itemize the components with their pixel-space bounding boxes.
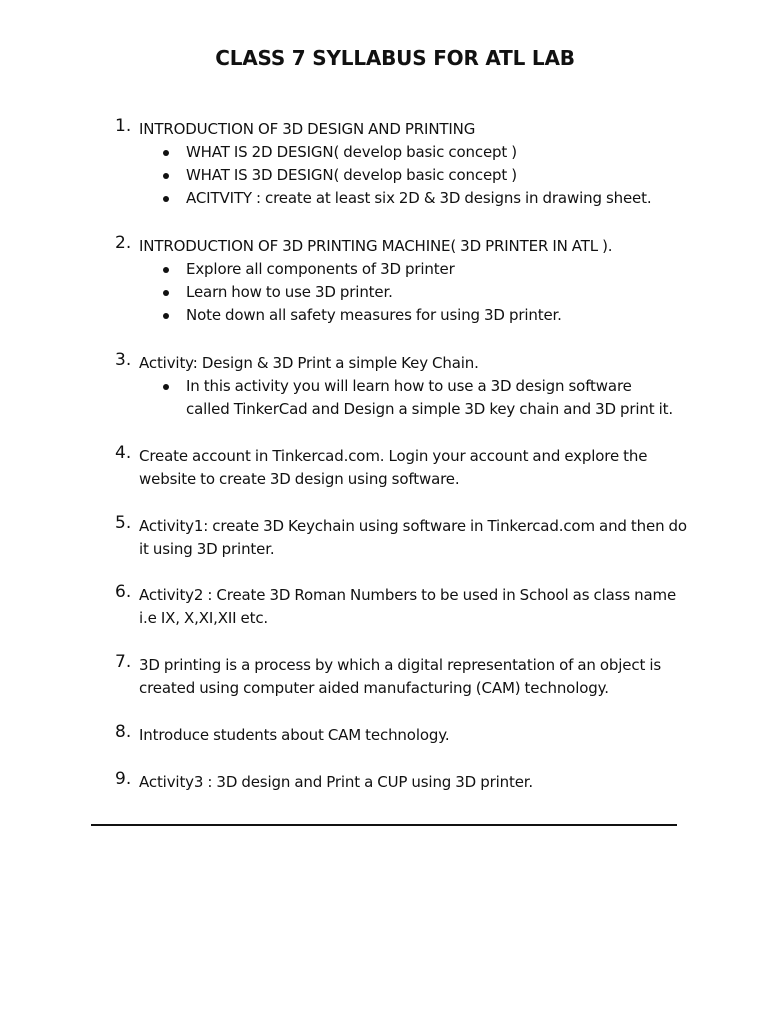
item-text: INTRODUCTION OF 3D PRINTING MACHINE( 3D PRINTER IN ATL ).: [139, 237, 613, 255]
bullet-text: WHAT IS 3D DESIGN( develop basic concept ): [186, 166, 517, 184]
syllabus-item-3: [112, 352, 692, 421]
item-text: Activity: Design & 3D Print a simple Key Chain.: [139, 354, 479, 372]
bullet-dot-icon: [163, 150, 169, 156]
bullet-dot-icon: [163, 384, 169, 390]
item-text: Activity1: create 3D Keychain using software in Tinkercad.com and then do it using 3D printer.: [139, 517, 687, 558]
bullet-dot-icon: [163, 313, 169, 319]
item-text: Activity2 : Create 3D Roman Numbers to be used in School as class name i.e IX, X,XI,XII etc.: [139, 586, 677, 627]
item-number: 1.: [115, 116, 132, 136]
bullet-text: ACITVITY : create at least six 2D & 3D designs in drawing sheet.: [186, 189, 652, 207]
syllabus-item-7: [112, 654, 692, 700]
bullet-item: [112, 281, 692, 304]
bullet-list: [112, 258, 692, 327]
bullet-item: [112, 304, 692, 327]
bullet-text: WHAT IS 2D DESIGN( develop basic concept ): [186, 143, 517, 161]
bullet-text: In this activity you will learn how to use a 3D design software called TinkerCad and Design a simple 3D key chain and 3D print it.: [186, 377, 674, 418]
item-text: Introduce students about CAM technology.: [139, 726, 450, 744]
item-text: Activity3 : 3D design and Print a CUP using 3D printer.: [139, 773, 534, 791]
bullet-text: Note down all safety measures for using 3D printer.: [186, 306, 562, 324]
syllabus-item-8: [112, 724, 692, 747]
item-number: 2.: [115, 233, 132, 253]
syllabus-item-4: [112, 445, 692, 491]
item-text: 3D printing is a process by which a digital representation of an object is created using computer aided manufacturing (CAM) technology.: [139, 656, 662, 697]
syllabus-item-1: [112, 118, 692, 210]
syllabus-item-9: [112, 771, 692, 794]
bullet-item: [112, 164, 692, 187]
horizontal-rule: [91, 824, 677, 826]
bullet-text: Learn how to use 3D printer.: [186, 283, 393, 301]
item-number: 4.: [115, 443, 132, 463]
bullet-dot-icon: [163, 290, 169, 296]
bullet-list: [112, 141, 692, 210]
item-text: INTRODUCTION OF 3D DESIGN AND PRINTING: [139, 120, 476, 138]
item-number: 9.: [115, 769, 132, 789]
syllabus-item-6: [112, 584, 692, 630]
bullet-text: Explore all components of 3D printer: [186, 260, 455, 278]
bullet-dot-icon: [163, 196, 169, 202]
bullet-item: [112, 258, 692, 281]
item-number: 6.: [115, 582, 132, 602]
bullet-dot-icon: [163, 267, 169, 273]
item-text: Create account in Tinkercad.com. Login your account and explore the website to create 3D design using software.: [139, 447, 648, 488]
bullet-item: [112, 187, 692, 210]
bullet-list: [112, 375, 692, 421]
syllabus-item-2: [112, 235, 692, 327]
item-number: 5.: [115, 513, 132, 533]
bullet-item: [112, 141, 692, 164]
item-number: 8.: [115, 722, 132, 742]
item-number: 3.: [115, 350, 132, 370]
item-number: 7.: [115, 652, 132, 672]
page-title: CLASS 7 SYLLABUS FOR ATL LAB: [215, 46, 575, 70]
bullet-item: [112, 375, 679, 421]
syllabus-item-5: [112, 515, 692, 561]
bullet-dot-icon: [163, 173, 169, 179]
